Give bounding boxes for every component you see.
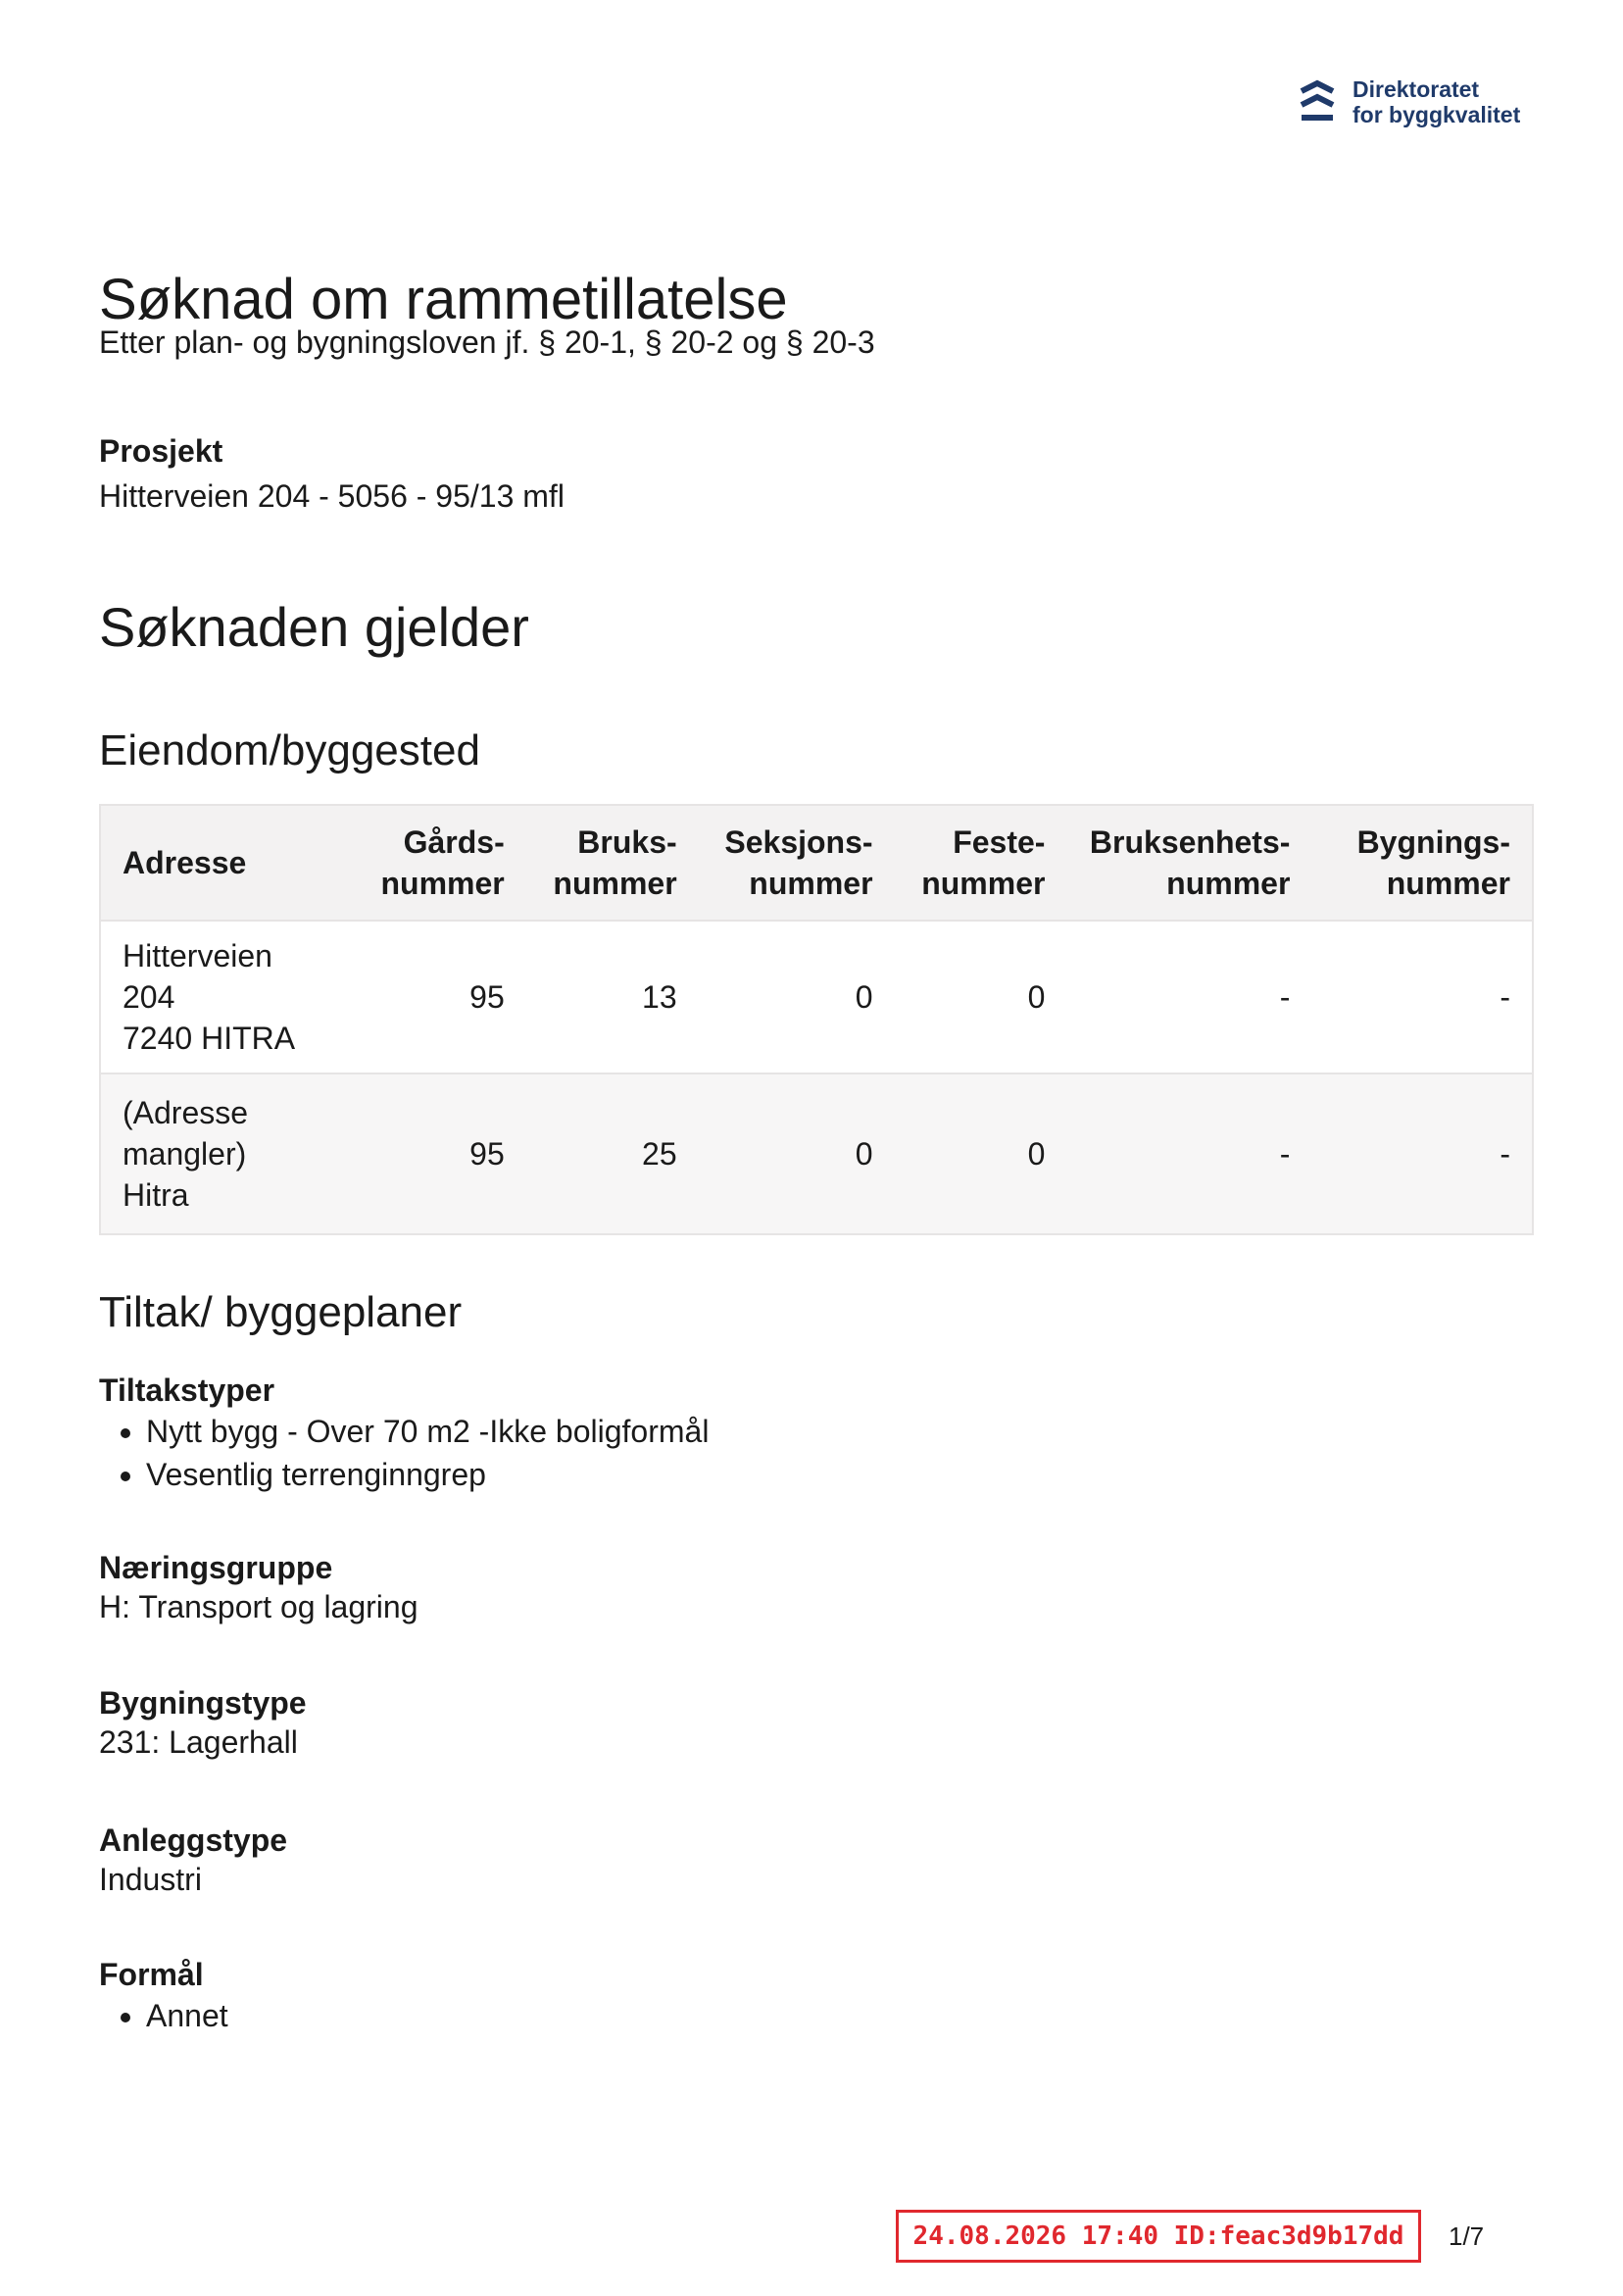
col-header-seksjonsnummer: Seksjons- nummer bbox=[699, 805, 895, 921]
eiendom-heading: Eiendom/byggested bbox=[99, 726, 480, 774]
list-item: • Annet bbox=[146, 1994, 228, 2037]
cell-gardsnummer: 95 bbox=[354, 921, 526, 1073]
naeringsgruppe-block bbox=[99, 1548, 418, 1626]
logo-text bbox=[1352, 76, 1520, 127]
dibk-logo bbox=[1300, 76, 1520, 127]
table-row bbox=[100, 1073, 1533, 1234]
naeringsgruppe-label: Næringsgruppe bbox=[99, 1550, 333, 1585]
cell-adresse: Hitterveien 204 7240 HITRA bbox=[100, 921, 354, 1073]
cell-bruksenhetsnummer: - bbox=[1066, 1073, 1311, 1234]
document-id-stamp: 24.08.2026 17:40 ID:feac3d9b17dd bbox=[896, 2210, 1421, 2263]
tiltakstyper-label: Tiltakstyper bbox=[99, 1373, 275, 1408]
logo-line-2: for byggkvalitet bbox=[1352, 102, 1521, 127]
anleggstype-block bbox=[99, 1821, 287, 1899]
list-item: • Vesentlig terrenginngrep bbox=[146, 1453, 709, 1496]
naeringsgruppe-value: H: Transport og lagring bbox=[99, 1589, 418, 1624]
bygningstype-value: 231: Lagerhall bbox=[99, 1724, 298, 1760]
bygningstype-label: Bygningstype bbox=[99, 1685, 307, 1721]
cell-bruksenhetsnummer: - bbox=[1066, 921, 1311, 1073]
anleggstype-label: Anleggstype bbox=[99, 1822, 288, 1858]
cell-gardsnummer: 95 bbox=[354, 1073, 526, 1234]
prosjekt-block bbox=[99, 431, 565, 516]
cell-seksjonsnummer: 0 bbox=[699, 921, 895, 1073]
formal-list bbox=[99, 1994, 228, 2037]
cell-bygningsnummer: - bbox=[1311, 921, 1533, 1073]
anleggstype-value: Industri bbox=[99, 1862, 202, 1897]
prosjekt-value: Hitterveien 204 - 5056 - 95/13 mfl bbox=[99, 478, 565, 514]
table-row bbox=[100, 921, 1533, 1073]
col-header-adresse: Adresse bbox=[100, 805, 354, 921]
table-header-row bbox=[100, 805, 1533, 921]
col-header-festenummer: Feste- nummer bbox=[895, 805, 1067, 921]
dibk-chevron-icon bbox=[1300, 79, 1335, 125]
col-header-bruksnummer: Bruks- nummer bbox=[526, 805, 699, 921]
prosjekt-label: Prosjekt bbox=[99, 433, 223, 469]
col-header-bruksenhetsnummer: Bruksenhets- nummer bbox=[1066, 805, 1311, 921]
col-header-gardsnummer: Gårds- nummer bbox=[354, 805, 526, 921]
formal-block bbox=[99, 1955, 228, 2037]
cell-bruksnummer: 13 bbox=[526, 921, 699, 1073]
section-title: Søknaden gjelder bbox=[99, 596, 529, 658]
document-subtitle: Etter plan- og bygningsloven jf. § 20-1, § 20-2 og § 20-3 bbox=[99, 324, 875, 360]
cell-festenummer: 0 bbox=[895, 921, 1067, 1073]
cell-bygningsnummer: - bbox=[1311, 1073, 1533, 1234]
tiltakstyper-block bbox=[99, 1371, 709, 1496]
document-title: Søknad om rammetillatelse bbox=[99, 268, 788, 331]
logo-line-1: Direktoratet bbox=[1352, 76, 1480, 102]
eiendom-table bbox=[99, 804, 1534, 1235]
tiltak-heading: Tiltak/ byggeplaner bbox=[99, 1288, 463, 1336]
list-item: • Nytt bygg - Over 70 m2 -Ikke boligformål bbox=[146, 1410, 709, 1453]
cell-adresse: (Adresse mangler) Hitra bbox=[100, 1073, 354, 1234]
tiltakstyper-list bbox=[99, 1410, 709, 1496]
col-header-bygningsnummer: Bygnings- nummer bbox=[1311, 805, 1533, 921]
page-number: 1/7 bbox=[1449, 2221, 1485, 2251]
cell-bruksnummer: 25 bbox=[526, 1073, 699, 1234]
cell-seksjonsnummer: 0 bbox=[699, 1073, 895, 1234]
cell-festenummer: 0 bbox=[895, 1073, 1067, 1234]
bygningstype-block bbox=[99, 1683, 307, 1762]
formal-label: Formål bbox=[99, 1957, 204, 1992]
